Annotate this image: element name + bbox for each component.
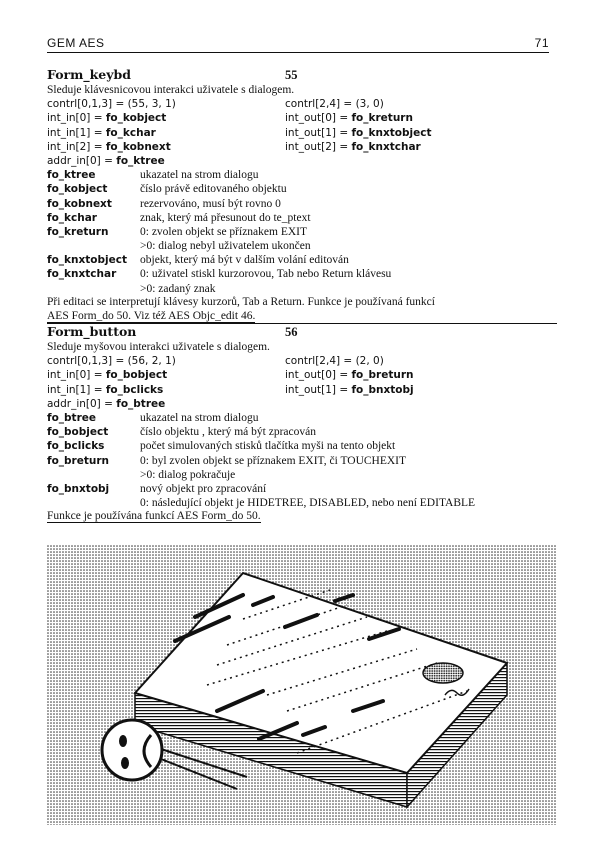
param-row — [47, 439, 557, 453]
param-row — [47, 496, 557, 510]
io-row — [47, 368, 557, 382]
addr-label: addr_in[0] = — [47, 397, 117, 410]
param-name: fo_kchar — [47, 211, 97, 224]
io-row — [47, 111, 557, 125]
param-desc: >0: dialog nebyl uživatelem ukončen — [140, 240, 311, 253]
io-row — [47, 140, 557, 154]
out-label: int_out[0] = — [285, 369, 352, 382]
param-row — [47, 267, 557, 281]
param-name: fo_knxtobject — [47, 254, 127, 267]
out-var: fo_knxtobject — [351, 126, 432, 139]
param-row — [47, 182, 557, 196]
param-name: fo_kobject — [47, 183, 108, 196]
addr-var: fo_ktree — [116, 154, 165, 167]
param-desc: 0: uživatel stiskl kurzorovou, Tab nebo Return klávesu — [140, 268, 392, 281]
param-row — [47, 197, 557, 211]
out-cell — [285, 126, 431, 140]
param-list — [47, 168, 557, 296]
param-desc: 0: byl zvolen objekt se příznakem EXIT, či TOUCHEXIT — [140, 454, 407, 467]
param-row — [47, 425, 557, 439]
param-row — [47, 239, 557, 253]
addr-row — [47, 154, 557, 168]
function-summary: Sleduje myšovou interakci uživatele s dialogem. — [47, 341, 270, 353]
param-name: fo_bobject — [47, 426, 109, 439]
param-row — [47, 468, 557, 482]
in-label: int_in[1] = — [47, 126, 106, 139]
param-name: fo_kobnext — [47, 197, 112, 210]
in-label: int_in[2] = — [47, 140, 106, 153]
function-name: Form_keybd — [47, 67, 131, 82]
param-desc: 0: následující objekt je HIDETREE, DISABLED, nebo není EDITABLE — [140, 497, 476, 510]
in-var: fo_bclicks — [105, 383, 164, 396]
paper-stack-illustration — [47, 545, 557, 825]
contrl-in: contrl[0,1,3] = (55, 3, 1) — [47, 98, 176, 111]
out-cell — [285, 111, 413, 125]
out-var: fo_kreturn — [351, 112, 413, 125]
param-desc: rezervováno, musí být rovno 0 — [140, 197, 281, 210]
param-desc: 0: zvolen objekt se příznakem EXIT — [140, 225, 308, 238]
out-var: fo_breturn — [351, 369, 414, 382]
param-name: fo_knxtchar — [47, 268, 117, 281]
out-label: int_out[1] = — [285, 126, 352, 139]
contrl-out: contrl[2,4] = (3, 0) — [285, 98, 384, 111]
in-var: fo_kchar — [105, 126, 156, 139]
param-name: fo_ktree — [47, 169, 96, 182]
out-cell — [285, 140, 421, 154]
param-list — [47, 411, 557, 510]
out-label: int_out[0] = — [285, 112, 352, 125]
in-label: int_in[0] = — [47, 369, 106, 382]
form-keybd-section — [47, 68, 557, 324]
in-label: int_in[0] = — [47, 112, 106, 125]
note-underlined: AES Form_do 50. Viz též AES Objc_edit 46. — [47, 310, 256, 322]
out-label: int_out[2] = — [285, 140, 352, 153]
addr-row — [47, 397, 557, 411]
out-var: fo_knxtchar — [351, 140, 421, 153]
param-name: fo_btree — [47, 411, 96, 424]
function-name: Form_button — [47, 324, 137, 339]
param-desc: číslo objektu , který má být zpracován — [140, 426, 316, 439]
param-row — [47, 253, 557, 267]
section-title-row — [47, 68, 557, 83]
param-desc: počet simulovaných stisků tlačítka myši na tento objekt — [140, 440, 396, 453]
io-row — [47, 383, 557, 397]
param-row — [47, 482, 557, 496]
param-row — [47, 168, 557, 182]
in-label: int_in[1] = — [47, 383, 106, 396]
note-underlined: Funkce je používána funkcí AES Form_do 50. — [47, 510, 261, 523]
form-button-section — [47, 325, 557, 524]
contrl-row — [47, 354, 557, 368]
param-name: fo_kreturn — [47, 225, 109, 238]
function-number: 56 — [285, 325, 298, 339]
param-desc: znak, který má přesunout do te_ptext — [140, 211, 311, 224]
param-desc: číslo právě editovaného objektu — [140, 183, 287, 196]
io-list — [47, 368, 557, 396]
param-row — [47, 282, 557, 296]
param-row — [47, 454, 557, 468]
out-cell — [285, 383, 414, 397]
out-label: int_out[1] = — [285, 383, 352, 396]
in-var: fo_kobnext — [105, 140, 171, 153]
param-row — [47, 211, 557, 225]
in-var: fo_bobject — [105, 369, 168, 382]
note-line — [47, 510, 557, 524]
page-number: 71 — [534, 36, 549, 50]
addr-label: addr_in[0] = — [47, 154, 117, 167]
header-title: GEM AES — [47, 36, 105, 50]
contrl-row — [47, 97, 557, 111]
param-desc: >0: zadaný znak — [140, 282, 216, 295]
param-desc: ukazatel na strom dialogu — [140, 169, 259, 182]
out-var: fo_bnxtobj — [351, 383, 414, 396]
io-list — [47, 111, 557, 154]
param-name: fo_bnxtobj — [47, 482, 110, 495]
in-var: fo_kobject — [105, 112, 167, 125]
param-desc: nový objekt pro zpracování — [140, 482, 267, 495]
param-desc: ukazatel na strom dialogu — [140, 411, 259, 424]
param-row — [47, 411, 557, 425]
io-row — [47, 126, 557, 140]
function-number: 55 — [285, 68, 298, 82]
param-row — [47, 225, 557, 239]
param-desc: objekt, který má být v dalším volání editován — [140, 254, 349, 267]
out-cell — [285, 368, 413, 382]
section-title-row — [47, 325, 557, 340]
param-name: fo_breturn — [47, 454, 109, 467]
note-line: Při editaci se interpretují klávesy kurzorů, Tab a Return. Funkce je používaná funkcí — [47, 295, 435, 308]
function-summary: Sleduje klávesnicovou interakci uživatele s dialogem. — [47, 84, 295, 96]
addr-var: fo_btree — [116, 397, 166, 410]
param-name: fo_bclicks — [47, 440, 105, 453]
param-desc: >0: dialog pokračuje — [140, 468, 236, 481]
running-header — [47, 36, 549, 53]
contrl-in: contrl[0,1,3] = (56, 2, 1) — [47, 355, 176, 368]
contrl-out: contrl[2,4] = (2, 0) — [285, 355, 384, 368]
